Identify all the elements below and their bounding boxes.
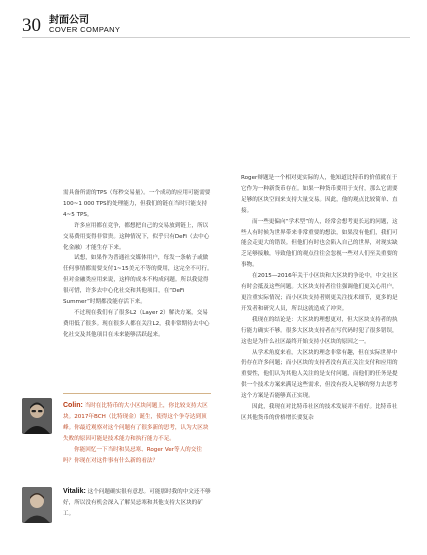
body-paragraph: 因此，我现在对比特币社区的技术发展并不看好。比特币社区其他货币的价格增长要复杂	[241, 404, 398, 421]
section-title-cn: 封面公司	[49, 15, 89, 26]
header-divider	[22, 37, 410, 38]
body-paragraph: 不过现在我们有了很多L2（Layer 2）解决方案，交易费用低了很多。现在很多人都在关注L2，我非常期待去中心化社交及其他项目在未来能够活跃起来。	[63, 309, 210, 338]
interview-divider	[63, 393, 211, 394]
person-photo-icon	[22, 487, 52, 523]
vitalik-answer	[63, 487, 213, 520]
body-paragraph: 而一些更偏向“学术型”的人，经常会想考更长远的问题，这些人有时候为世界带来非常重要的想法，如果没有他们，我们可能会走更大的错误。但他们有时也会陷入自己的世界，对现实缺乏足够接触，导致他们的观点往往会忽视一些对人们至关重要的事物。	[241, 218, 398, 269]
body-paragraph: 从学术角度来看，大区块的理念非常有趣，但在实际世界中仍存在许多问题；而小区块的支持者没有真正关注支付和应用的重要性，他们认为其他人关注的是支付问题，而他们的任务是提供一个技术方案来满足这些需求，但没有投入足够的努力去思考这个方案是否能够真正实现。	[241, 349, 398, 400]
body-paragraph: 我现在的结论是：大区块的理想更对，但大区块支持者的执行能力确实不够。很多大区块支持者在写代码时犯了很多错误，这也是为什么社区最终开始支持小区块的原因之一。	[241, 316, 398, 345]
page-number: 30	[22, 15, 41, 36]
person-photo-icon	[22, 398, 52, 434]
speaker-label: Colin:	[63, 402, 83, 409]
body-paragraph: Roger辩题是一个相对更实际的人，他知道比特币的价值就在于它作为一种新货币存在。如果一种货币要用于支付，那么它需要足够的区块空间来支持大量交易。因此，他的观点比较简单、直接。	[241, 175, 398, 214]
page-header	[22, 10, 152, 36]
question-text: 当时在比特币的大小区块问题上，你比较支持大区块。2017年BCH（比特现金）诞生，使得这个争夺达到顶峰。你最近观察对这个问题有了很多新的思考，认为大区块失败的原因可能是技术能力和执行能力不足。	[63, 403, 209, 442]
speaker-label: Vitalik:	[63, 488, 86, 495]
section-title-en: COVER COMPANY	[49, 25, 121, 34]
question-text: 你能回忆一下当时和吴忌寒、Roger Ver等人的交往吗？你现在对这件事有什么新的看法？	[63, 446, 202, 464]
answer-text: 这个问题确实很有意思。可能那时我的中文还不够好，所以没有机会深入了解吴忌寒和其他支持大区块的矿工。	[63, 489, 211, 517]
body-paragraph: 许多应用都在竞争，都想把自己的交易放到链上，所以交易费用变得非常贵。这种情况下，似乎只有DeFi（去中心化金融）才能生存下来。	[63, 222, 210, 251]
colin-portrait	[22, 398, 52, 434]
vitalik-portrait	[22, 487, 52, 523]
body-paragraph: 需具备所需的TPS（每秒交易量）。一个成功的应用可能需要100~1 000 TPS的处理能力，但我们的链在当时只能支持4~5 TPS。	[63, 190, 211, 218]
colin-question	[63, 401, 213, 466]
body-paragraph: 试想，如果作为普通社交媒体用户，每发一条帖子或做任何事情都需要支付1~15美元不等的费用，这完全不可行。但对金融类应用来说，这样的成本不构成问题。所以我觉得很可惜，许多去中心化社交和其他项目，在“DeFi Summer”时期都没能存活下来。	[63, 255, 213, 306]
body-paragraph: 在2015—2016年关于小区块和大区块的争论中，中文社区有时会抵及这些问题。大区块支持者往往强调他们更关心用户，更注重实际情况；而小区块支持者则更关注技术细节，更多的是开发者和研究人员，所以这就造成了冲突。	[241, 273, 398, 312]
left-column	[63, 188, 213, 341]
right-column	[241, 173, 399, 424]
